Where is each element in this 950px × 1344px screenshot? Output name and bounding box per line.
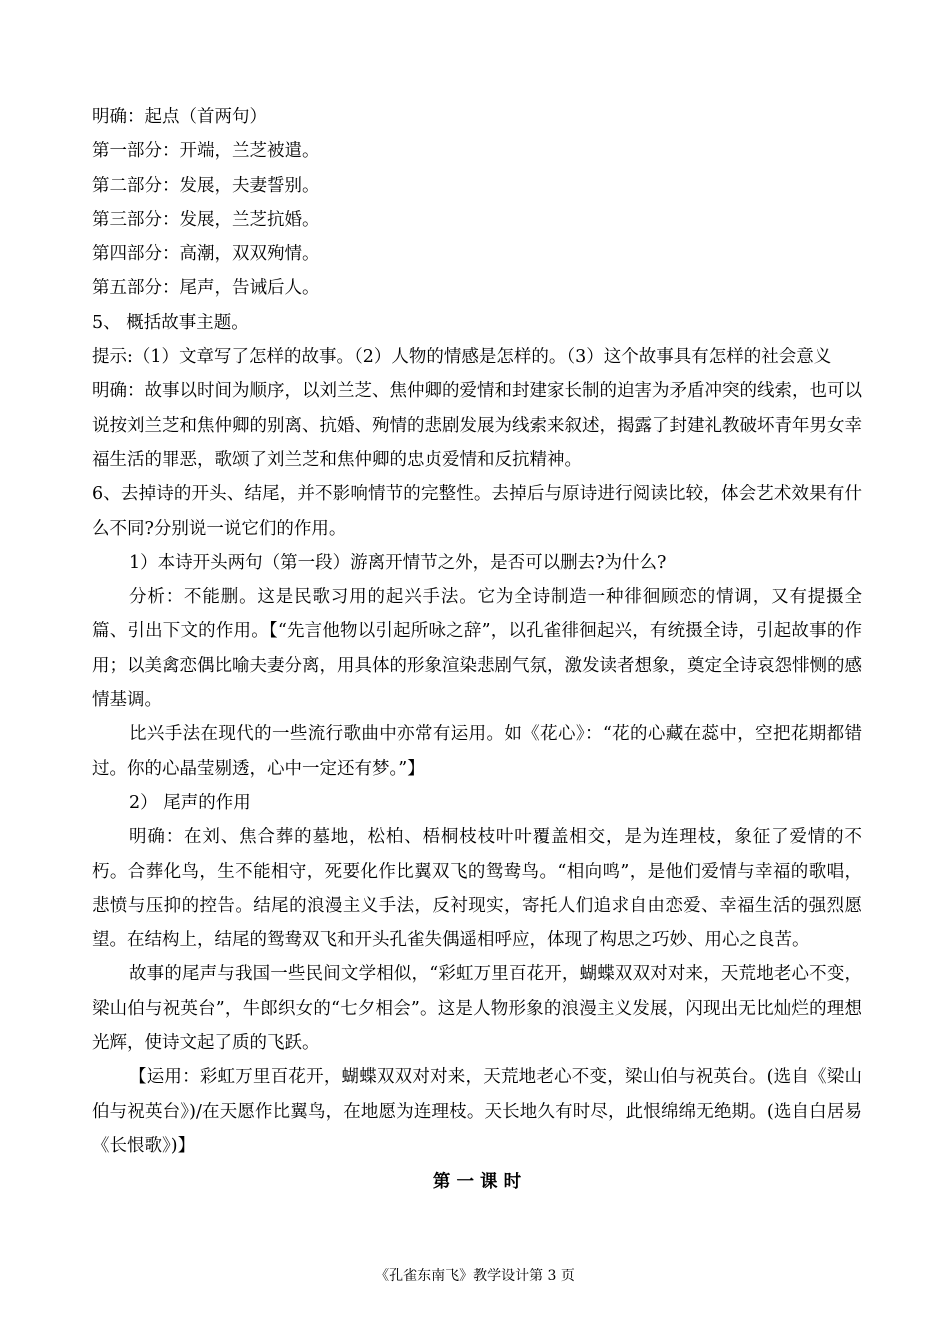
- part-one: 第一部分：开端，兰芝被遣。: [92, 141, 320, 162]
- answer-starting-point: 明确：起点（首两句）: [92, 107, 267, 127]
- lesson-heading: 第 一 课 时: [432, 1172, 522, 1193]
- sub-question-two-title: 2） 尾声的作用: [129, 792, 251, 813]
- hint-line: 提示:（1）文章写了怎样的故事。（2）人物的情感是怎样的。（3）这个故事具有怎样的社会意义: [92, 347, 832, 368]
- question-six: 6、去掉诗的开头、结尾，并不影响情节的完整性。去掉后与原诗进行阅读比较，体会艺术效果有什么不同?分别说一说它们的作用。: [92, 484, 862, 539]
- question-five: 5、 概括故事主题。: [92, 312, 249, 333]
- part-three: 第三部分：发展，兰芝抗婚。: [92, 209, 320, 230]
- usage-paragraph: 【运用：彩虹万里百花开，蝴蝶双双对对来，天荒地老心不变，梁山伯与祝英台。(选自《梁山伯与祝英台》)/在天愿作比翼鸟，在地愿为连理枝。天长地久有时尽，此恨绵绵无绝期。(选自白居易《长恨歌》)】: [92, 1067, 862, 1156]
- sub-question-two-answer: 明确：在刘、焦合葬的墓地，松柏、梧桐枝枝叶叶覆盖相交，是为连理枝，象征了爱情的不朽。合葬化鸟，生不能相守，死要化作比翼双飞的鸳鸯鸟。“相向鸣”，是他们爱情与幸福的歌唱，悲愤与压抑的控告。结尾的浪漫主义手法，反衬现实，寄托人们追求自由恋爱、幸福生活的强烈愿望。在结构上，结尾的鸳鸯双飞和开头孔雀失偶遥相呼应，体现了构思之巧妙、用心之良苦。: [92, 827, 862, 951]
- ending-paragraph: 故事的尾声与我国一些民间文学相似，“彩虹万里百花开，蝴蝶双双对对来，天荒地老心不变，梁山伯与祝英台”，牛郎织女的“七夕相会”。这是人物形象的浪漫主义发展，闪现出无比灿烂的理想光辉，使诗文起了质的飞跃。: [92, 964, 862, 1054]
- part-four: 第四部分：高潮，双双殉情。: [92, 244, 320, 265]
- part-five: 第五部分：尾声，告诫后人。: [92, 278, 320, 299]
- part-two: 第二部分：发展，夫妻誓别。: [92, 175, 320, 196]
- metaphor-song-example: 比兴手法在现代的一些流行歌曲中亦常有运用。如《花心》：“花的心藏在蕊中，空把花期都错过。你的心晶莹剔透，心中一定还有梦。”】: [92, 724, 862, 779]
- theme-answer: 明确：故事以时间为顺序，以刘兰芝、焦仲卿的爱情和封建家长制的迫害为矛盾冲突的线索，也可以说按刘兰芝和焦仲卿的别离、抗婚、殉情的悲剧发展为线索来叙述，揭露了封建礼教破坏青年男女幸福生活的罪恶，歌颂了刘兰芝和焦仲卿的忠贞爱情和反抗精神。: [92, 381, 862, 470]
- page-footer: 《孔雀东南飞》教学设计第 3 页: [375, 1268, 575, 1284]
- sub-question-one-analysis: 分析：不能删。这是民歌习用的起兴手法。它为全诗制造一种徘徊顾恋的情调，又有提摄全篇、引出下文的作用。【“先言他物以引起所咏之辞”，以孔雀徘徊起兴，有统摄全诗，引起故事的作用；以美禽恋偶比喻夫妻分离，用具体的形象渲染悲剧气氛，激发读者想象，奠定全诗哀怨悱恻的感情基调。: [92, 587, 862, 711]
- sub-question-one: 1）本诗开头两句（第一段）游离开情节之外，是否可以删去?为什么?: [129, 552, 667, 573]
- document-page: [92, 100, 862, 1200]
